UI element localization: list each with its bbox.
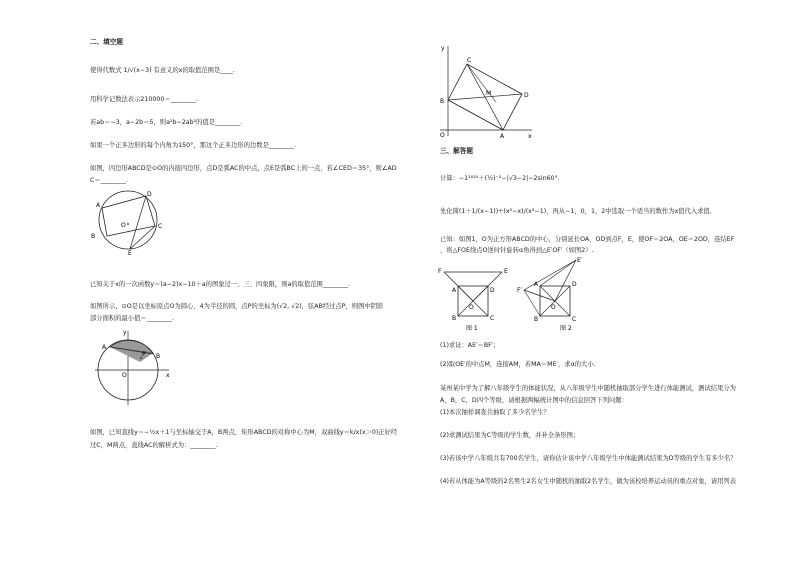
- q7-label-y: y: [123, 329, 127, 336]
- fig2-label-c: C: [572, 316, 577, 323]
- section-title-fill-in: 二、填空题: [90, 38, 123, 46]
- fig2-label-d: D: [572, 281, 577, 288]
- fig1-label-f: F: [438, 268, 442, 275]
- solve-question-1: 计算：−1²⁰²⁰＋(½)⁻²−|√3−2|−2sin60°.: [440, 175, 560, 182]
- solve-question-4-part-3: (3)若该中学八年级共有700名学生，请你估计该中学八年级学生中体能测试结果为D等级的学生有多少名？: [440, 455, 737, 462]
- q8-label-m: M: [486, 90, 492, 97]
- q5-circle-figure: [88, 188, 174, 257]
- question-4: 如果一个正多边形的每个内角为150°，那这个正多边形的边数是________.: [90, 142, 297, 149]
- q8-label-o: O: [440, 132, 445, 139]
- q7-circle-figure: [95, 327, 175, 407]
- q8-rectangle-figure: [436, 42, 536, 142]
- fig1-caption: 图 1: [466, 325, 478, 332]
- solve-question-4-part-4: (4)若从体能为A等级的2名男生2名女生中随机的抽取2名学生，做为该校培养运动员的重点对象，请用列表: [440, 478, 737, 485]
- q8-label-d: D: [524, 92, 529, 99]
- q8-label-b: B: [440, 98, 445, 105]
- fig2-label-a: A: [534, 281, 539, 288]
- q5-label-b: B: [91, 233, 96, 240]
- q8-label-y: y: [441, 45, 445, 52]
- fig2-line-bf: [524, 290, 540, 316]
- q8-label-x: x: [528, 133, 532, 140]
- solve-question-4-line-2: A，B，C，D四个等级，请根据两幅统计图中的信息回答下列问题：: [440, 397, 628, 404]
- question-2: 用科学记数法表示210000＝________.: [90, 96, 198, 103]
- fig1-label-c: C: [490, 315, 495, 322]
- q7-label-x: x: [166, 372, 170, 379]
- fig2-line-ae: [540, 260, 576, 286]
- question-6: 已知关于x的一次函数y＝(a−2)x−10＋a的图象过一、三、四象限，则a的取值范围________.: [90, 281, 351, 288]
- question-8-line-2: 过C，M两点，直线AC的解析式为：________.: [90, 442, 218, 449]
- figure-2: [516, 256, 596, 334]
- fig1-label-e: E: [504, 268, 508, 275]
- q7-label-p: P: [142, 351, 146, 358]
- q8-label-c: C: [467, 57, 472, 64]
- q5-label-o: O: [121, 222, 126, 229]
- fig2-line-of: [524, 290, 555, 301]
- section-title-solve: 三、解答题: [440, 147, 473, 155]
- figure-1: [436, 264, 516, 334]
- fig2-label-b: B: [534, 316, 539, 323]
- fig1-label-a: A: [452, 287, 457, 294]
- question-7-line-1: 如图所示，⊙O是以坐标原点O为圆心，4为半径的圆，点P的坐标为(√2, √2)，弦AB经过点P，则图中阴影: [90, 303, 384, 310]
- solve-question-4-part-2: (2)求测试结果为C等级的学生数，并补全条形图；: [440, 432, 580, 439]
- fig2-caption: 图 2: [560, 325, 572, 332]
- fig2-label-f-prime: F′: [517, 287, 522, 294]
- solve-question-3-part-1: (1)求证：AE′＝BF′；: [440, 342, 500, 349]
- question-5-line-1: 如图，四边形ABCD是⊙O的内接四边形，点D是弧AC的中点，点E是弧BC上的一点，若∠CED＝35°，则∠AD: [90, 165, 397, 172]
- q7-label-o: O: [122, 372, 127, 379]
- q5-label-d: D: [147, 191, 152, 198]
- solve-question-2: 先化简(1＋1/(x−1))÷(x²−x)/(x²−1)，再从−1，0，1，2中选取一个适当的数作为x值代入求值.: [440, 208, 712, 215]
- q8-line-cm: [467, 64, 496, 102]
- q7-label-b: B: [156, 353, 161, 360]
- question-1: 使得代数式 1/√(x−3) 有意义的x的取值范围是____.: [90, 67, 235, 74]
- question-8-line-1: 如图，已知直线y＝−½x＋1与坐标轴交于A，B两点，矩形ABCD的对称中心为M，双曲线y＝k/x(x＞0)正好经: [90, 429, 398, 436]
- solve-question-3-part-2: (2)取OE′的中点M，连接AM，若MA＝ME′，求α的大小.: [440, 361, 596, 368]
- q5-center-dot: [127, 223, 129, 225]
- q5-label-e: E: [128, 250, 132, 257]
- q5-circle: [99, 191, 157, 249]
- question-5-line-2: C＝________.: [90, 177, 128, 184]
- q5-label-a: A: [96, 202, 101, 209]
- fig1-label-b: B: [452, 315, 457, 322]
- solve-question-4-part-1: (1)本次抽样调查共抽取了多少名学生？: [440, 409, 550, 416]
- fig1-label-o: O: [469, 304, 474, 311]
- q5-label-c: C: [158, 223, 163, 230]
- q7-label-a: A: [102, 344, 107, 351]
- question-3: 若ab＝−3，a−2b＝5，则a²b−2ab²的值是________.: [90, 119, 243, 126]
- solve-question-3-line-2: ，将△FOE绕点O逆时针旋转α角得到△E′OF′（如图2）.: [440, 247, 594, 254]
- solve-question-3-line-1: 已知：如图1，O为正方形ABCD的中心，分别延长OA、OD到点F，E，使OF＝2OA，OE＝2OD，连结EF: [440, 236, 735, 243]
- fig1-label-d: D: [490, 287, 495, 294]
- q5-quadrilateral: [102, 196, 155, 236]
- q8-label-a: A: [500, 133, 505, 140]
- question-7-line-2: 部分面积的最小值＝________.: [90, 315, 174, 322]
- fig2-label-e-prime: E′: [577, 257, 583, 264]
- fig2-label-o: O: [551, 304, 556, 311]
- q5-line-de: [130, 196, 146, 249]
- solve-question-4-line-1: 某州某中学为了解八年级学生的体能状况，从八年级学生中随机抽取部分学生进行体能测试，测试结果分为: [440, 385, 736, 392]
- q8-diagonal-bd: [448, 94, 522, 100]
